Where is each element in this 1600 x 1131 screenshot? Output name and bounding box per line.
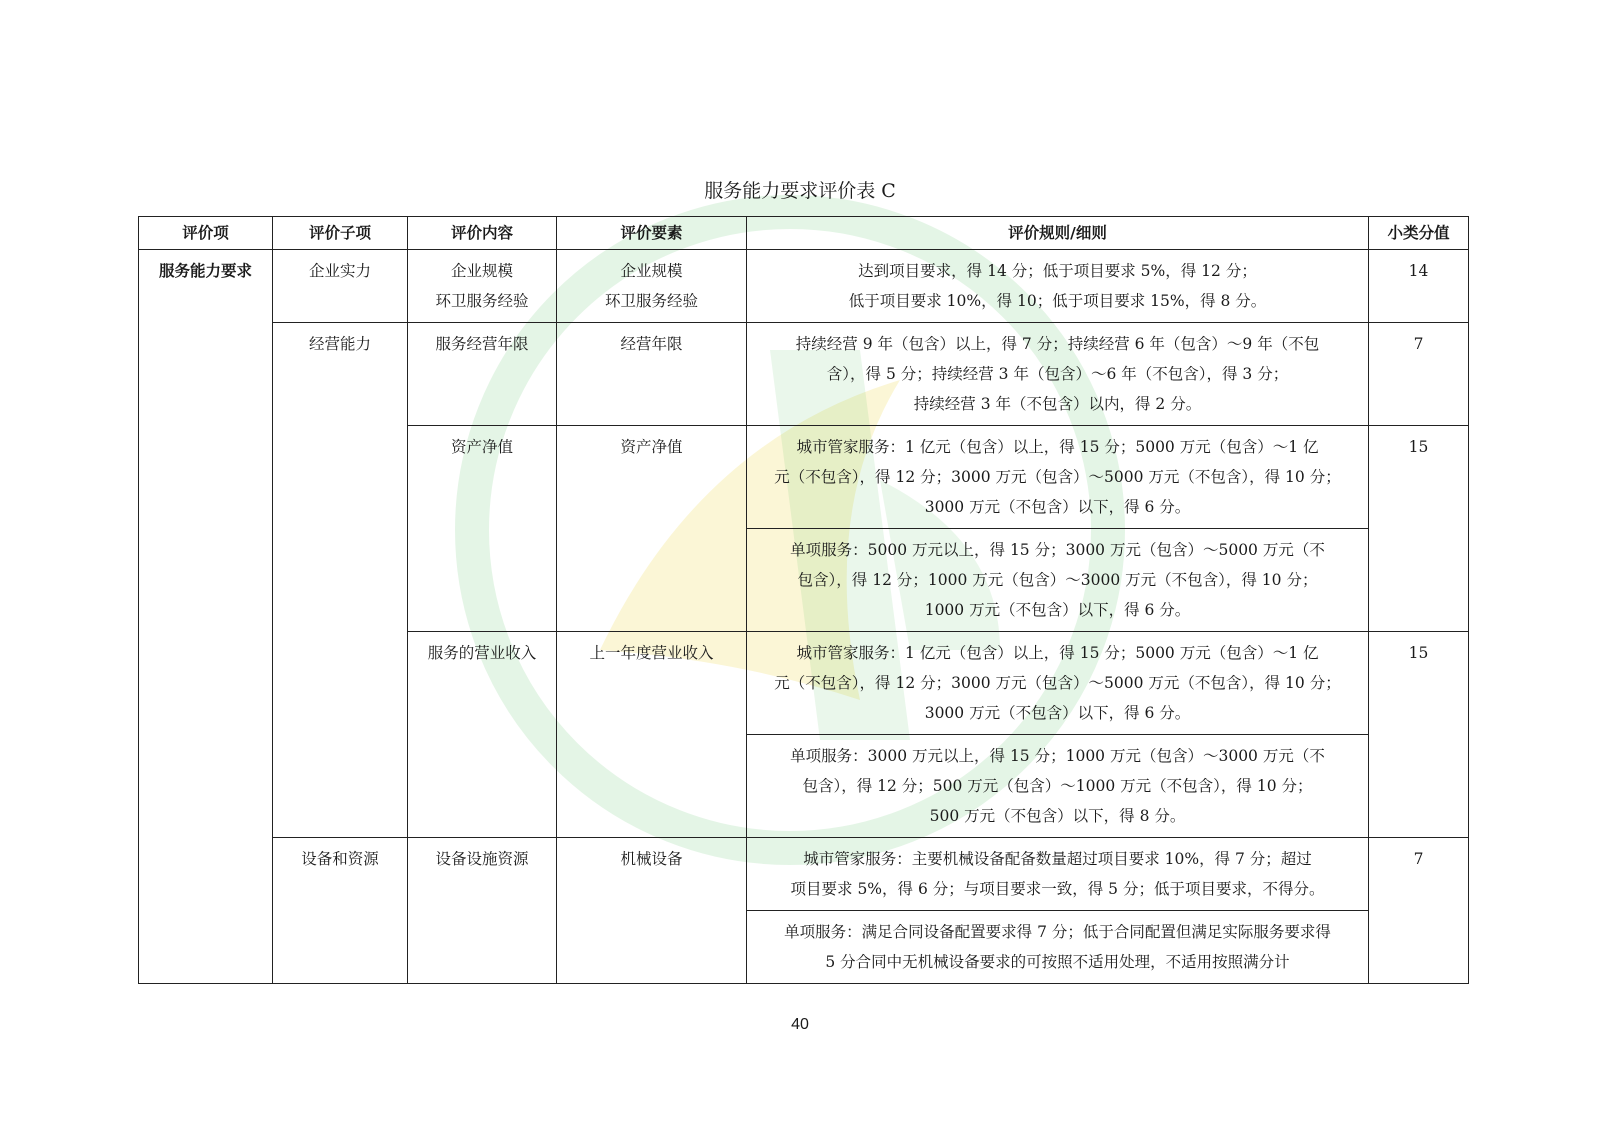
rule-cell: 城市管家服务：1 亿元（包含）以上，得 15 分；5000 万元（包含）～1 亿 元（不包含），得 12 分；3000 万元（包含）～5000 万元（不包含），得 10 分； 3000 万元（不包含）以下，得 6 分。 <box>747 426 1369 529</box>
content-cell: 企业规模 环卫服务经验 <box>408 250 557 323</box>
score-cell: 15 <box>1369 426 1469 632</box>
rule-cell: 单项服务：3000 万元以上，得 15 分；1000 万元（包含）～3000 万元（不 包含），得 12 分；500 万元（包含）～1000 万元（不包含），得 10 分； 500 万元（不包含）以下，得 8 分。 <box>747 735 1369 838</box>
header-score: 小类分值 <box>1369 217 1469 250</box>
content-cell: 设备设施资源 <box>408 838 557 984</box>
header-eval-subitem: 评价子项 <box>273 217 408 250</box>
content-cell: 资产净值 <box>408 426 557 632</box>
header-eval-content: 评价内容 <box>408 217 557 250</box>
element-cell: 资产净值 <box>557 426 747 632</box>
table-row <box>139 838 1469 911</box>
rule-cell: 城市管家服务：1 亿元（包含）以上，得 15 分；5000 万元（包含）～1 亿 元（不包含），得 12 分；3000 万元（包含）～5000 万元（不包含），得 10 分； 3000 万元（不包含）以下，得 6 分。 <box>747 632 1369 735</box>
rule-cell: 单项服务：5000 万元以上，得 15 分；3000 万元（包含）～5000 万元（不 包含），得 12 分；1000 万元（包含）～3000 万元（不包含），得 10 分； 1000 万元（不包含）以下，得 6 分。 <box>747 529 1369 632</box>
score-cell: 7 <box>1369 323 1469 426</box>
table-row <box>139 250 1469 323</box>
element-cell: 机械设备 <box>557 838 747 984</box>
element-cell: 企业规模 环卫服务经验 <box>557 250 747 323</box>
rule-cell: 达到项目要求，得 14 分；低于项目要求 5%，得 12 分； 低于项目要求 10%，得 10；低于项目要求 15%，得 8 分。 <box>747 250 1369 323</box>
score-cell: 15 <box>1369 632 1469 838</box>
table-row <box>139 323 1469 426</box>
score-cell: 7 <box>1369 838 1469 984</box>
subitem-cell: 设备和资源 <box>273 838 408 984</box>
element-cell: 经营年限 <box>557 323 747 426</box>
content-cell: 服务经营年限 <box>408 323 557 426</box>
header-eval-element: 评价要素 <box>557 217 747 250</box>
rule-cell: 持续经营 9 年（包含）以上，得 7 分；持续经营 6 年（包含）～9 年（不包 含），得 5 分；持续经营 3 年（包含）～6 年（不包含），得 3 分； 持续经营 3 年（不包含）以内，得 2 分。 <box>747 323 1369 426</box>
subitem-cell: 经营能力 <box>273 323 408 838</box>
table-title: 服务能力要求评价表 C <box>704 180 896 202</box>
element-cell: 上一年度营业收入 <box>557 632 747 838</box>
subitem-cell: 企业实力 <box>273 250 408 323</box>
evaluation-table <box>138 216 1469 984</box>
header-eval-item: 评价项 <box>139 217 273 250</box>
page-number: 40 <box>791 1016 809 1033</box>
rule-cell: 单项服务：满足合同设备配置要求得 7 分；低于合同配置但满足实际服务要求得 5 分合同中无机械设备要求的可按照不适用处理，不适用按照满分计 <box>747 911 1369 984</box>
rule-cell: 城市管家服务：主要机械设备配备数量超过项目要求 10%，得 7 分；超过 项目要求 5%，得 6 分；与项目要求一致，得 5 分；低于项目要求，不得分。 <box>747 838 1369 911</box>
category-cell: 服务能力要求 <box>139 250 273 984</box>
header-row <box>139 217 1469 250</box>
header-eval-rule: 评价规则/细则 <box>747 217 1369 250</box>
score-cell: 14 <box>1369 250 1469 323</box>
content-cell: 服务的营业收入 <box>408 632 557 838</box>
